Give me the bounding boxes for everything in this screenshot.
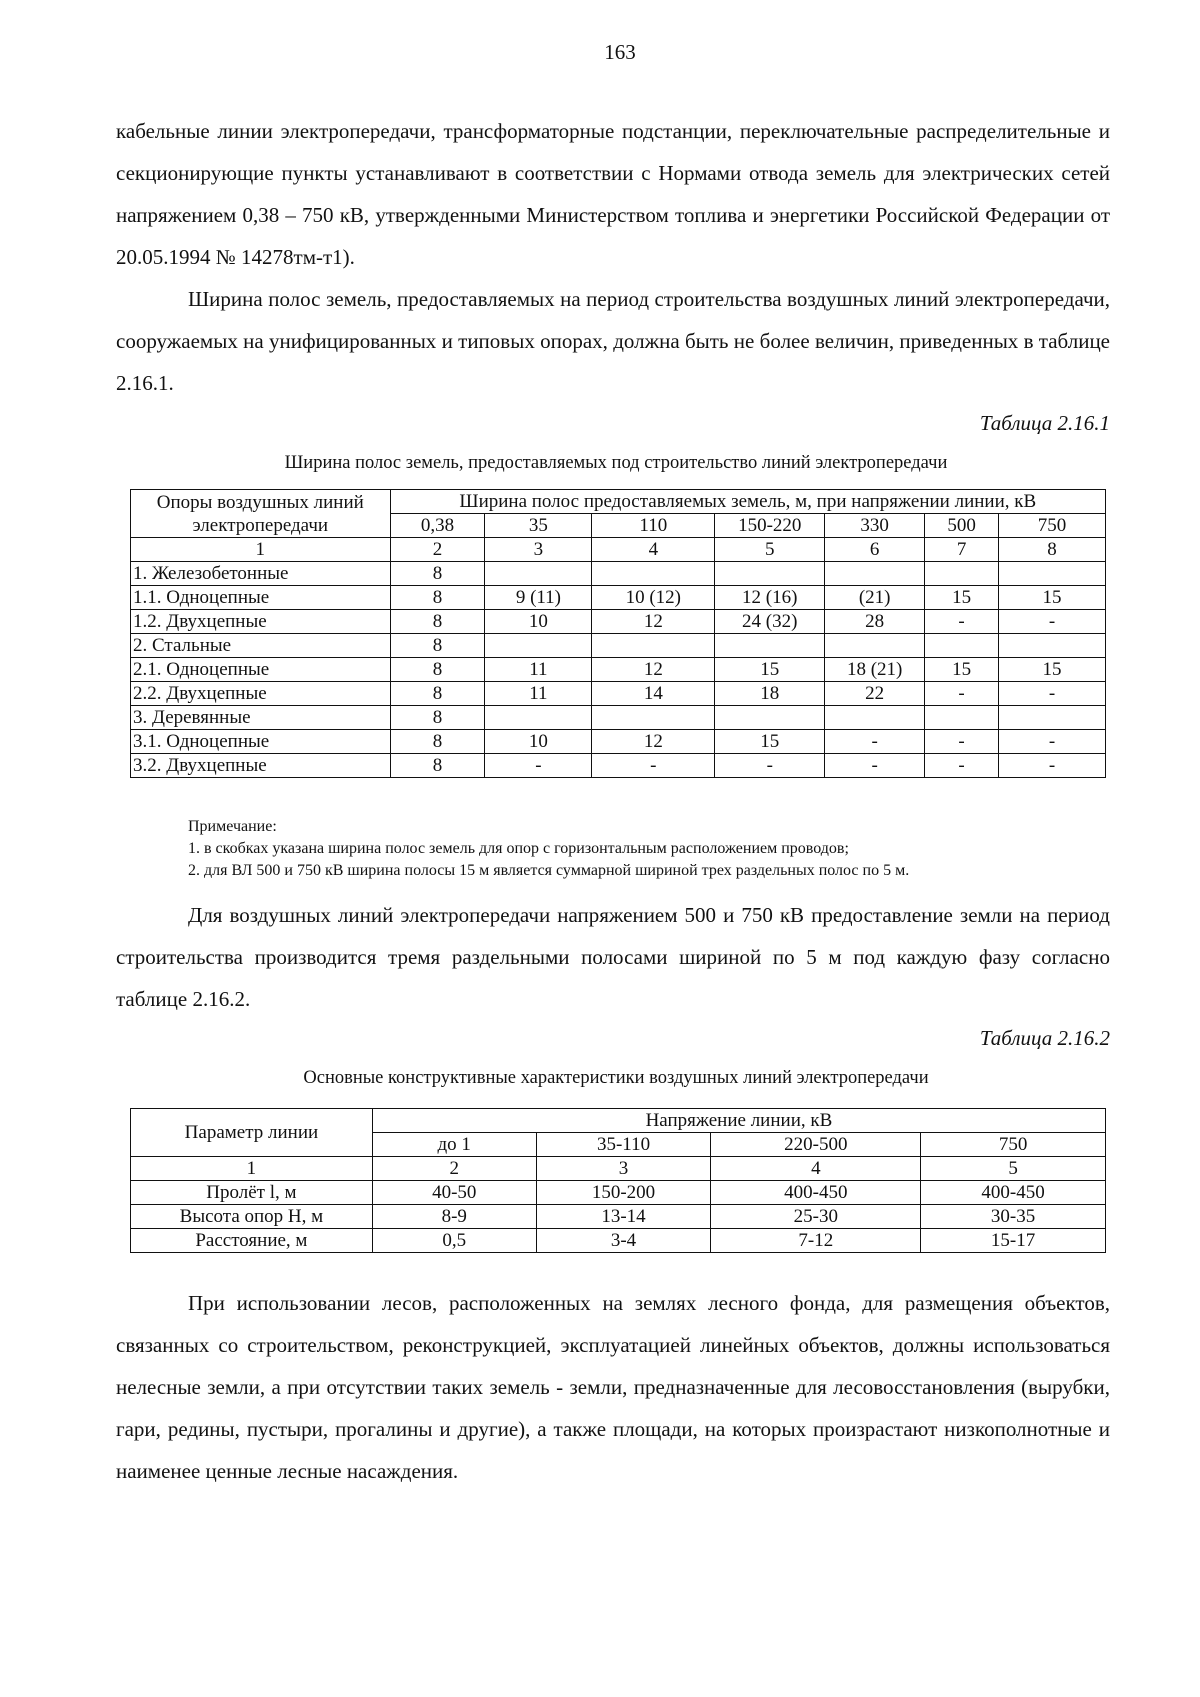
table1-cell — [999, 562, 1106, 586]
table2-cell: 15-17 — [921, 1229, 1106, 1253]
table2-cell: 25-30 — [711, 1205, 921, 1229]
table2-row-name: Пролёт l, м — [131, 1181, 373, 1205]
table1-cell: - — [999, 754, 1106, 778]
table-row — [131, 706, 1106, 730]
table1-cell: 15 — [925, 586, 999, 610]
table1-cell: - — [825, 754, 925, 778]
table1-cell: - — [592, 754, 715, 778]
table1-cell — [825, 634, 925, 658]
table1-number-cell: 5 — [715, 538, 825, 562]
table1-voltage: 110 — [592, 514, 715, 538]
table1-cell — [592, 706, 715, 730]
paragraph-1: кабельные линии электропередачи, трансформаторные подстанции, переключательные распределительные и секционирующие пункты устанавливают в соответствии с Нормами отвода земель для электрических сетей напряжением 0,38 – 750 кВ, утвержденными Министерством топлива и энергетики Российской Федерации от 20.05.1994 № 14278тм-т1). — [116, 119, 1110, 269]
table-row — [131, 682, 1106, 706]
table1-cell: 8 — [390, 586, 485, 610]
table1-cell: 15 — [715, 658, 825, 682]
table1-cell: - — [925, 610, 999, 634]
table2-cell: 7-12 — [711, 1229, 921, 1253]
table1-cell: (21) — [825, 586, 925, 610]
table1-cell: 15 — [999, 586, 1106, 610]
table1-cell — [999, 706, 1106, 730]
table2-voltage: 35-110 — [536, 1133, 711, 1157]
table1-cell — [485, 562, 592, 586]
table1-cell: 8 — [390, 634, 485, 658]
table1-cell: - — [485, 754, 592, 778]
table1-note-2: 2. для ВЛ 500 и 750 кВ ширина полосы 15 м является суммарной шириной трех раздельных полос по 5 м. — [188, 862, 910, 879]
table1-cell: 8 — [390, 730, 485, 754]
table1-head-group: Ширина полос предоставляемых земель, м, при напряжении линии, кВ — [390, 490, 1105, 514]
table1-cell: - — [925, 682, 999, 706]
table2-voltage: 750 — [921, 1133, 1106, 1157]
table1-number-cell: 6 — [825, 538, 925, 562]
table1-voltage: 35 — [485, 514, 592, 538]
table2-cell: 40-50 — [372, 1181, 536, 1205]
table1-cell: 11 — [485, 682, 592, 706]
table1-cell — [715, 634, 825, 658]
table1 — [130, 489, 1106, 778]
table1-number-cell: 7 — [925, 538, 999, 562]
table-row — [131, 610, 1106, 634]
table-row — [131, 730, 1106, 754]
table1-numbering-row — [131, 538, 1106, 562]
table1-head-left: Опоры воздушных линий электропередачи — [131, 490, 391, 538]
table1-row-name: 3. Деревянные — [131, 706, 391, 730]
table1-cell: 9 (11) — [485, 586, 592, 610]
table2-cell: 150-200 — [536, 1181, 711, 1205]
table1-row-name: 2. Стальные — [131, 634, 391, 658]
table1-cell — [825, 562, 925, 586]
table1-note-1: 1. в скобках указана ширина полос земель для опор с горизонтальным расположением проводов; — [188, 840, 849, 857]
table1-row-name: 1. Железобетонные — [131, 562, 391, 586]
table1-cell: 8 — [390, 682, 485, 706]
table1-number-cell: 3 — [485, 538, 592, 562]
table-row — [131, 1181, 1106, 1205]
table1-cell — [715, 562, 825, 586]
table1-cell: 8 — [390, 658, 485, 682]
table1-row-name: 1.1. Одноцепные — [131, 586, 391, 610]
table1-cell — [925, 706, 999, 730]
table1-cell — [485, 706, 592, 730]
table1-cell: - — [925, 730, 999, 754]
table2-head-group: Напряжение линии, кВ — [372, 1109, 1105, 1133]
table2-cell: 3-4 — [536, 1229, 711, 1253]
table2 — [130, 1108, 1106, 1253]
table1-cell: 28 — [825, 610, 925, 634]
table-row — [131, 754, 1106, 778]
table2-number-cell: 5 — [921, 1157, 1106, 1181]
table1-row-name: 3.2. Двухцепные — [131, 754, 391, 778]
table1-row-name: 2.1. Одноцепные — [131, 658, 391, 682]
table2-voltage: до 1 — [372, 1133, 536, 1157]
table1-cell — [715, 706, 825, 730]
table1-cell: 15 — [715, 730, 825, 754]
table1-cell: 8 — [390, 754, 485, 778]
table2-cell: 13-14 — [536, 1205, 711, 1229]
table1-cell: 10 — [485, 730, 592, 754]
table-row — [131, 658, 1106, 682]
table1-cell: 10 (12) — [592, 586, 715, 610]
table1-cell: 12 — [592, 730, 715, 754]
table2-cell: 0,5 — [372, 1229, 536, 1253]
table1-cell: 11 — [485, 658, 592, 682]
table1-cell: 10 — [485, 610, 592, 634]
page-number: 163 — [604, 40, 636, 64]
table2-cell: 30-35 — [921, 1205, 1106, 1229]
table1-cell: 8 — [390, 706, 485, 730]
table2-numbering-row — [131, 1157, 1106, 1181]
table1-voltage: 330 — [825, 514, 925, 538]
table-row — [131, 1229, 1106, 1253]
table1-cell: 12 — [592, 658, 715, 682]
table2-row-name: Расстояние, м — [131, 1229, 373, 1253]
table1-cell: - — [999, 682, 1106, 706]
table1-cell: 22 — [825, 682, 925, 706]
table1-cell: 15 — [999, 658, 1106, 682]
table2-number-cell: 2 — [372, 1157, 536, 1181]
table1-cell: - — [999, 730, 1106, 754]
table1-cell: 12 — [592, 610, 715, 634]
table1-cell — [925, 634, 999, 658]
table1-caption: Таблица 2.16.1 — [979, 411, 1110, 435]
table1-number-cell: 8 — [999, 538, 1106, 562]
table1-number-cell: 4 — [592, 538, 715, 562]
table2-cell: 8-9 — [372, 1205, 536, 1229]
table1-cell — [485, 634, 592, 658]
table1-number-cell: 1 — [131, 538, 391, 562]
table-row — [131, 634, 1106, 658]
table1-cell — [999, 634, 1106, 658]
table1-voltage: 0,38 — [390, 514, 485, 538]
table1-cell: 8 — [390, 610, 485, 634]
paragraph-2: Ширина полос земель, предоставляемых на период строительства воздушных линий электропередачи, сооружаемых на унифицированных и типовых опорах, должна быть не более величин, приведенных в таблице 2.16.1. — [116, 287, 1110, 395]
table1-voltage: 750 — [999, 514, 1106, 538]
table1-voltage: 150-220 — [715, 514, 825, 538]
table1-row-name: 2.2. Двухцепные — [131, 682, 391, 706]
table1-cell: - — [999, 610, 1106, 634]
table1-row-name: 1.2. Двухцепные — [131, 610, 391, 634]
table1-cell: 14 — [592, 682, 715, 706]
table1-cell — [592, 562, 715, 586]
table2-voltage: 220-500 — [711, 1133, 921, 1157]
paragraph-3: Для воздушных линий электропередачи напряжением 500 и 750 кВ предоставление земли на период строительства производится тремя раздельными полосами шириной по 5 м под каждую фазу согласно таблице 2.16.2. — [116, 903, 1110, 1011]
table-row — [131, 1205, 1106, 1229]
table1-cell: 15 — [925, 658, 999, 682]
table2-cell: 400-450 — [711, 1181, 921, 1205]
table2-caption: Таблица 2.16.2 — [979, 1026, 1110, 1050]
table1-voltage: 500 — [925, 514, 999, 538]
table-row — [131, 586, 1106, 610]
table1-cell: 8 — [390, 562, 485, 586]
table2-number-cell: 3 — [536, 1157, 711, 1181]
table1-cell: - — [825, 730, 925, 754]
table1-note-title: Примечание: — [188, 818, 277, 835]
table-row — [131, 562, 1106, 586]
paragraph-4: При использовании лесов, расположенных на землях лесного фонда, для размещения объектов, связанных со строительством, реконструкцией, эксплуатацией линейных объектов, должны использоваться нелесные земли, а при отсутствии таких земель - земли, предназначенные для лесовосстановления (вырубки, гари, редины, пустыри, прогалины и другие), а также площади, на которых произрастают низкополнотные и наименее ценные лесные насаждения. — [116, 1291, 1110, 1483]
table1-cell: 18 (21) — [825, 658, 925, 682]
table1-cell — [592, 634, 715, 658]
table2-cell: 400-450 — [921, 1181, 1106, 1205]
table1-title: Ширина полос земель, предоставляемых под строительство линий электропередачи — [284, 453, 948, 473]
table1-row-name: 3.1. Одноцепные — [131, 730, 391, 754]
table1-cell: 12 (16) — [715, 586, 825, 610]
table2-number-cell: 4 — [711, 1157, 921, 1181]
table1-cell — [925, 562, 999, 586]
table1-cell: - — [925, 754, 999, 778]
table1-cell: - — [715, 754, 825, 778]
table2-title: Основные конструктивные характеристики воздушных линий электропередачи — [303, 1068, 929, 1088]
table1-cell — [825, 706, 925, 730]
table1-cell: 24 (32) — [715, 610, 825, 634]
table2-head-left: Параметр линии — [131, 1109, 373, 1157]
table1-cell: 18 — [715, 682, 825, 706]
table1-number-cell: 2 — [390, 538, 485, 562]
table2-number-cell: 1 — [131, 1157, 373, 1181]
table2-row-name: Высота опор H, м — [131, 1205, 373, 1229]
